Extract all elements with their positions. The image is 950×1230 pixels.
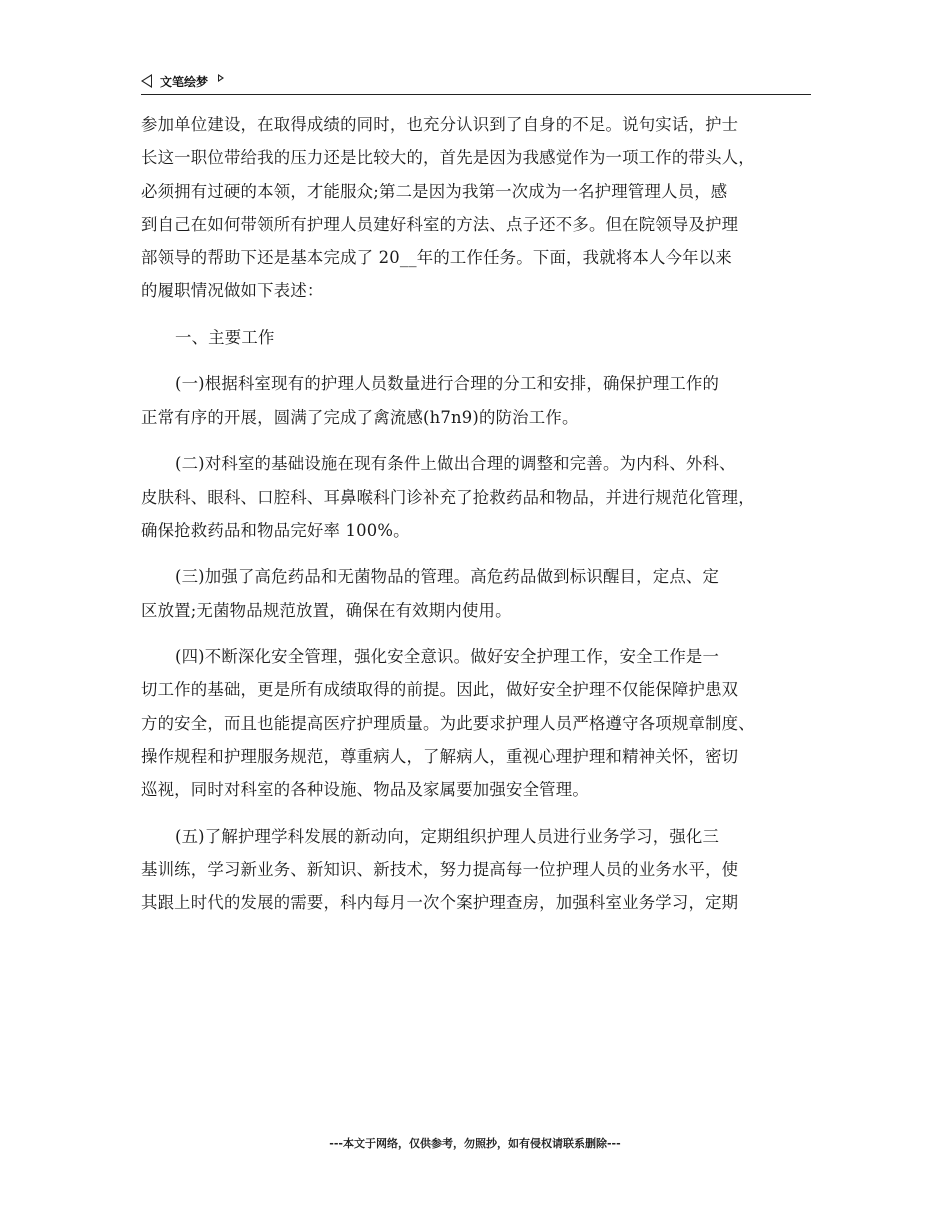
paragraph-4-line-2: 区放置;无菌物品规范放置，确保在有效期内使用。 [141,600,512,620]
paragraph-5-line-2: 切工作的基础，更是所有成绩取得的前提。因此，做好安全护理不仅能保障护患双 [141,680,739,700]
paragraph-3-line-3: 确保抢救药品和物品完好率 100%。 [141,520,410,540]
paragraph-6-line-2: 基训练，学习新业务、新知识、新技术，努力提高每一位护理人员的业务水平，使 [141,860,739,880]
page-header [141,72,811,95]
paragraph-6-line-3: 其跟上时代的发展的需要，科内每月一次个案护理查房，加强科室业务学习，定期 [141,893,739,913]
paragraph-5-line-5: 巡视，同时对科室的各种设施、物品及家属要加强安全管理。 [141,780,589,800]
disclaimer-footer: ---本文于网络，仅供参考，勿照抄，如有侵权请联系删除--- [329,1137,621,1150]
paragraph-1-line-2: 长这一职位带给我的压力还是比较大的，首先是因为我感觉作为一项工作的带头人， [141,148,755,168]
paragraph-1-line-4: 到自己在如何带领所有护理人员建好科室的方法、点子还不多。但在院领导及护理 [141,214,739,234]
paragraph-2-line-1: (一)根据科室现有的护理人员数量进行合理的分工和安排，确保护理工作的 [175,374,720,394]
brand-name: 文笔绘梦 [160,74,209,89]
paragraph-3-line-1: (二)对科室的基础设施在现有条件上做出合理的调整和完善。为内科、外科、 [175,454,736,474]
paragraph-1-line-5: 部领导的帮助下还是基本完成了 20__年的工作任务。下面，我就将本人今年以来 [141,248,732,268]
triangle-left-icon [141,74,152,88]
paragraph-5-line-3: 方的安全，而且也能提高医疗护理质量。为此要求护理人员严格遵守各项规章制度、 [141,713,755,733]
paragraph-2-line-2: 正常有序的开展，圆满了完成了禽流感(h7n9)的防治工作。 [141,407,579,427]
paragraph-1-line-1: 参加单位建设，在取得成绩的同时，也充分认识到了自身的不足。说句实话，护士 [141,115,739,134]
paragraph-5-line-4: 操作规程和护理服务规范，尊重病人，了解病人，重视心理护理和精神关怀，密切 [141,746,739,766]
triangle-right-icon [218,74,224,82]
paragraph-1-line-3: 必须拥有过硬的本领，才能服众;第二是因为我第一次成为一名护理管理人员，感 [141,181,728,201]
document-body [141,108,813,920]
paragraph-6-line-1: (五)了解护理学科发展的新动向，定期组织护理人员进行业务学习，强化三 [175,826,720,846]
paragraph-4-line-1: (三)加强了高危药品和无菌物品的管理。高危药品做到标识醒目，定点、定 [175,567,720,587]
paragraph-5-line-1: (四)不断深化安全管理，强化安全意识。做好安全护理工作，安全工作是一 [175,647,720,667]
paragraph-3-line-2: 皮肤科、眼科、口腔科、耳鼻喉科门诊补充了抢救药品和物品，并进行规范化管理， [141,487,755,507]
paragraph-1-line-6: 的履职情况做如下表述： [141,281,324,301]
section-heading: 一、主要工作 [175,327,275,347]
